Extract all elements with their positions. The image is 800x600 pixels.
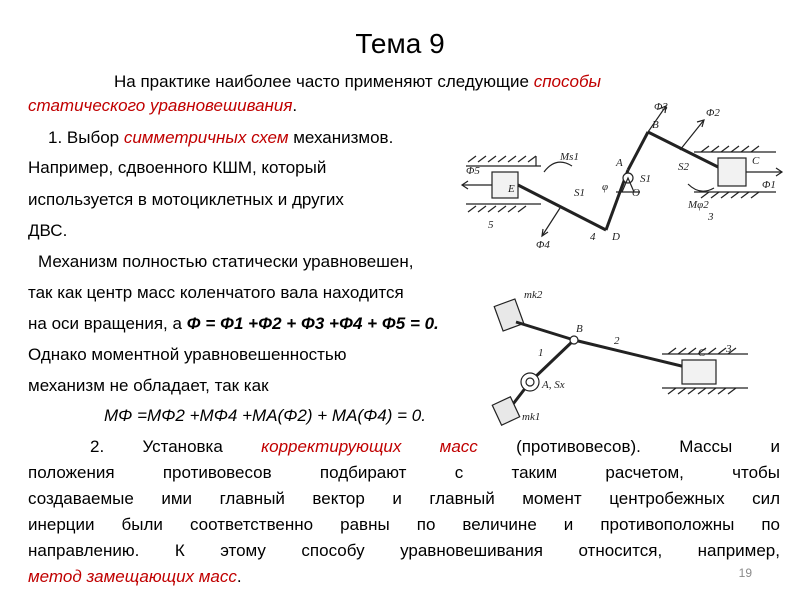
svg-text:C: C xyxy=(752,155,760,167)
item2-line5: направлению. К этому способу уравновешивания относится, например, xyxy=(28,541,780,560)
svg-text:φ: φ xyxy=(602,181,609,193)
item2-line2: положения противовесов подбирают с таким расчетом, чтобы xyxy=(28,463,780,482)
body-line-6-text: на оси вращения, а xyxy=(28,314,187,333)
item2-accent: корректирующих масс xyxy=(261,437,478,456)
para1-accent-static: статического уравновешивания xyxy=(28,96,293,115)
moment-formula: MΦ =MΦ2 +MΦ4 +MA(Φ2) + MA(Φ4) = 0. xyxy=(104,406,426,425)
svg-text:E: E xyxy=(508,183,515,195)
svg-text:Mφ2: Mφ2 xyxy=(688,199,709,211)
svg-text:Φ5: Φ5 xyxy=(466,165,480,177)
para1-line1 xyxy=(114,72,601,92)
slide-title: Тема 9 xyxy=(355,28,445,59)
item1-prefix: 1. Выбор xyxy=(48,128,124,147)
phi-sum-formula: Φ = Φ1 +Φ2 + Φ3 +Φ4 + Φ5 = 0. xyxy=(186,314,439,333)
svg-text:B: B xyxy=(652,119,659,131)
svg-text:A: A xyxy=(616,157,623,169)
body-line-4: Механизм полностью статически уравновешен, xyxy=(38,252,414,271)
svg-text:Φ3: Φ3 xyxy=(654,101,668,113)
svg-text:Φ1: Φ1 xyxy=(762,179,776,191)
page-number: 19 xyxy=(738,566,752,580)
item2-accent-method: метод замещающих масс xyxy=(28,567,237,586)
svg-text:5: 5 xyxy=(488,219,494,231)
body-line-3: ДВС. xyxy=(28,221,68,240)
body-line-5: так как центр масс коленчатого вала находится xyxy=(28,283,404,302)
svg-text:4: 4 xyxy=(590,231,596,243)
svg-text:2: 2 xyxy=(614,335,620,347)
svg-text:B: B xyxy=(576,323,583,335)
item2-suffix: (противовесов). Массы и xyxy=(477,437,780,456)
double-crank-diagram xyxy=(456,100,786,258)
correction-mass-diagram xyxy=(486,284,786,434)
svg-text:mk1: mk1 xyxy=(522,411,541,423)
body-line-1: Например, сдвоенного КШМ, который xyxy=(28,158,327,177)
svg-text:S1: S1 xyxy=(640,173,651,185)
body-line-8: механизм не обладает, так как xyxy=(28,376,269,395)
svg-text:3: 3 xyxy=(708,211,714,223)
figure-correction-masses xyxy=(486,284,786,434)
item2-line3: создаваемые ими главный вектор и главный момент центробежных сил xyxy=(28,489,780,508)
body-line-7: Однако моментной уравновешенностью xyxy=(28,345,347,364)
figure-double-crank-mechanism xyxy=(456,100,786,258)
svg-text:3: 3 xyxy=(726,343,732,355)
svg-text:D: D xyxy=(612,231,620,243)
body-line-2: используется в мотоциклетных и других xyxy=(28,190,344,209)
para1-end: . xyxy=(292,96,298,115)
item2-line4: инерции были соответственно равны по величине и противоположны по xyxy=(28,515,780,534)
para1-text: На практике наиболее часто применяют следующие xyxy=(114,72,534,91)
item2-prefix: 2. Установка xyxy=(90,437,262,456)
item1-accent: симметричных схем xyxy=(123,128,289,147)
item2-line1 xyxy=(28,437,780,457)
svg-text:S1: S1 xyxy=(574,187,585,199)
para1-accent-methods: способы xyxy=(533,72,602,91)
item2-end: . xyxy=(236,567,242,586)
svg-text:S2: S2 xyxy=(678,161,689,173)
svg-text:mk2: mk2 xyxy=(524,289,543,301)
svg-text:C: C xyxy=(698,347,706,359)
svg-text:1: 1 xyxy=(538,347,544,359)
item2-line6 xyxy=(28,567,242,587)
para1-line2 xyxy=(28,96,297,116)
svg-text:Φ2: Φ2 xyxy=(706,107,720,119)
body-line-6 xyxy=(28,314,439,334)
svg-text:Φ4: Φ4 xyxy=(536,239,550,251)
svg-text:O: O xyxy=(632,187,640,199)
item1-line xyxy=(48,128,393,148)
svg-text:Ms1: Ms1 xyxy=(560,151,579,163)
item1-suffix: механизмов. xyxy=(288,128,394,147)
svg-text:A, Sx: A, Sx xyxy=(542,379,565,391)
